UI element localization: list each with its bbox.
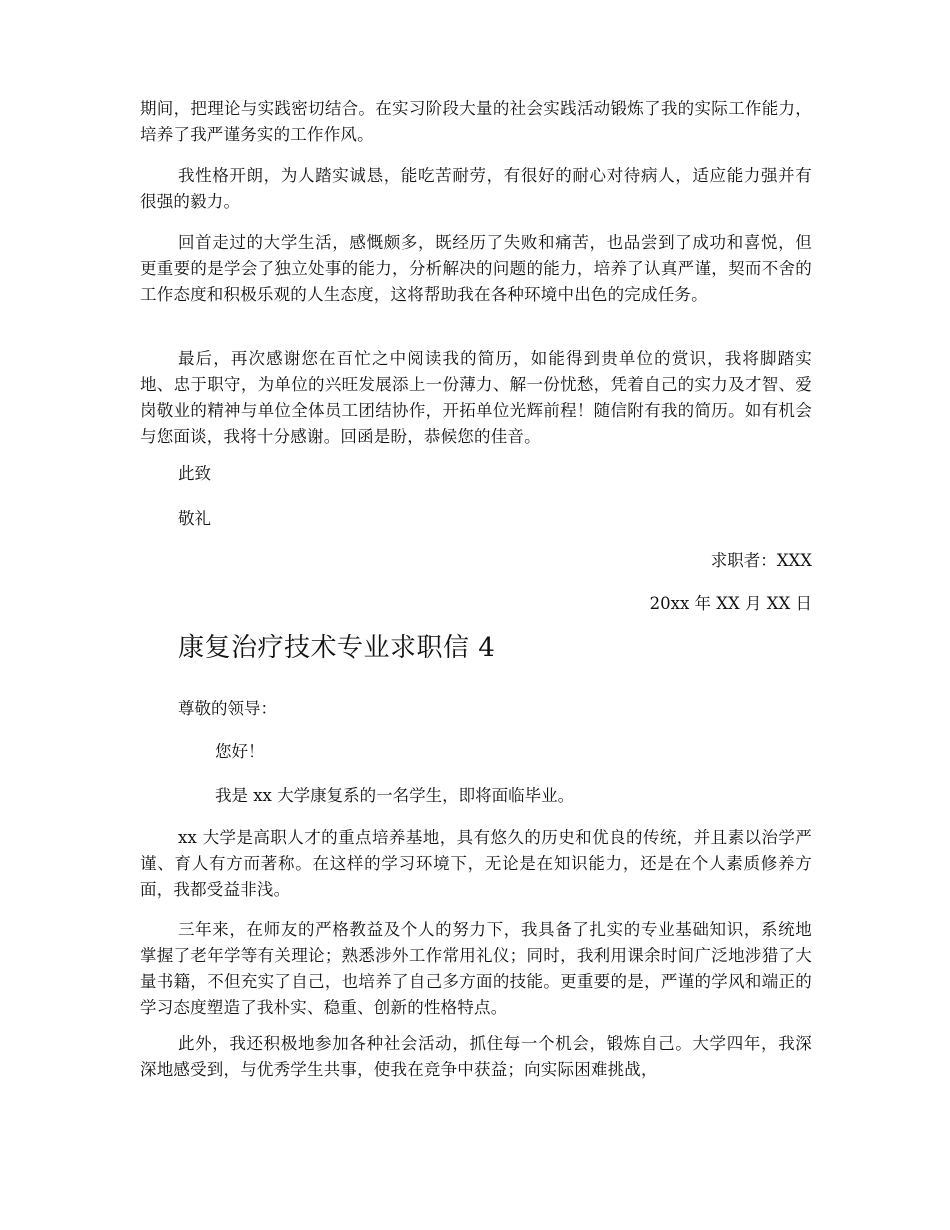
hello-line: 您好！ bbox=[215, 742, 265, 761]
paragraph-closing-thanks: 最后，再次感谢您在百忙之中阅读我的简历，如能得到贵单位的赏识，我将脚踏实地、忠于职守，为单位的兴旺发展添上一份薄力、解一份忧愁，凭着自己的实力及才智、爱岗敬业的精神与单位全体员工团结协作，开拓单位光辉前程！随信附有我的简历。如有机会与您面谈，我将十分感谢。回函是盼，恭候您的佳音。 bbox=[140, 349, 812, 446]
greeting-line: 尊敬的领导： bbox=[178, 699, 277, 718]
salutation-jingli: 敬礼 bbox=[178, 509, 211, 528]
date-line: 20xx 年 XX 月 XX 日 bbox=[649, 594, 812, 613]
paragraph-practice-continuation: 期间，把理论与实践密切结合。在实习阶段大量的社会实践活动锻炼了我的实际工作能力，培养了我严谨务实的工作作风。 bbox=[140, 99, 812, 144]
section-heading: 康复治疗技术专业求职信 4 bbox=[178, 633, 496, 663]
salutation-cizhi: 此致 bbox=[178, 464, 211, 483]
paragraph-college-review: 回首走过的大学生活，感慨颇多，既经历了失败和痛苦，也品尝到了成功和喜悦，但更重要的是学会了独立处事的能力，分析解决的问题的能力，培养了认真严谨，契而不舍的工作态度和积极乐观的人生态度，这将帮助我在各种环境中出色的完成任务。 bbox=[140, 233, 812, 304]
signer-line: 求职者：XXX bbox=[710, 551, 812, 570]
intro-line: 我是 xx 大学康复系的一名学生，即将面临毕业。 bbox=[215, 786, 575, 805]
paragraph-personality: 我性格开朗，为人踏实诚恳，能吃苦耐劳，有很好的耐心对待病人，适应能力强并有很强的毅力。 bbox=[140, 166, 812, 211]
paragraph-school: xx 大学是高职人才的重点培养基地，具有悠久的历史和优良的传统，并且素以治学严谨、育人有方而著称。在这样的学习环境下，无论是在知识能力，还是在个人素质修养方面，我都受益非浅。 bbox=[140, 828, 812, 899]
paragraph-activities: 此外，我还积极地参加各种社会活动，抓住每一个机会，锻炼自己。大学四年，我深深地感受到，与优秀学生共事，使我在竞争中获益；向实际困难挑战， bbox=[140, 1034, 812, 1079]
paragraph-study: 三年来，在师友的严格教益及个人的努力下，我具备了扎实的专业基础知识，系统地掌握了老年学等有关理论；熟悉涉外工作常用礼仪；同时，我利用课余时间广泛地涉猎了大量书籍，不但充实了自己，也培养了自己多方面的技能。更重要的是，严谨的学风和端正的学习态度塑造了我朴实、稳重、创新的性格特点。 bbox=[140, 920, 812, 1017]
